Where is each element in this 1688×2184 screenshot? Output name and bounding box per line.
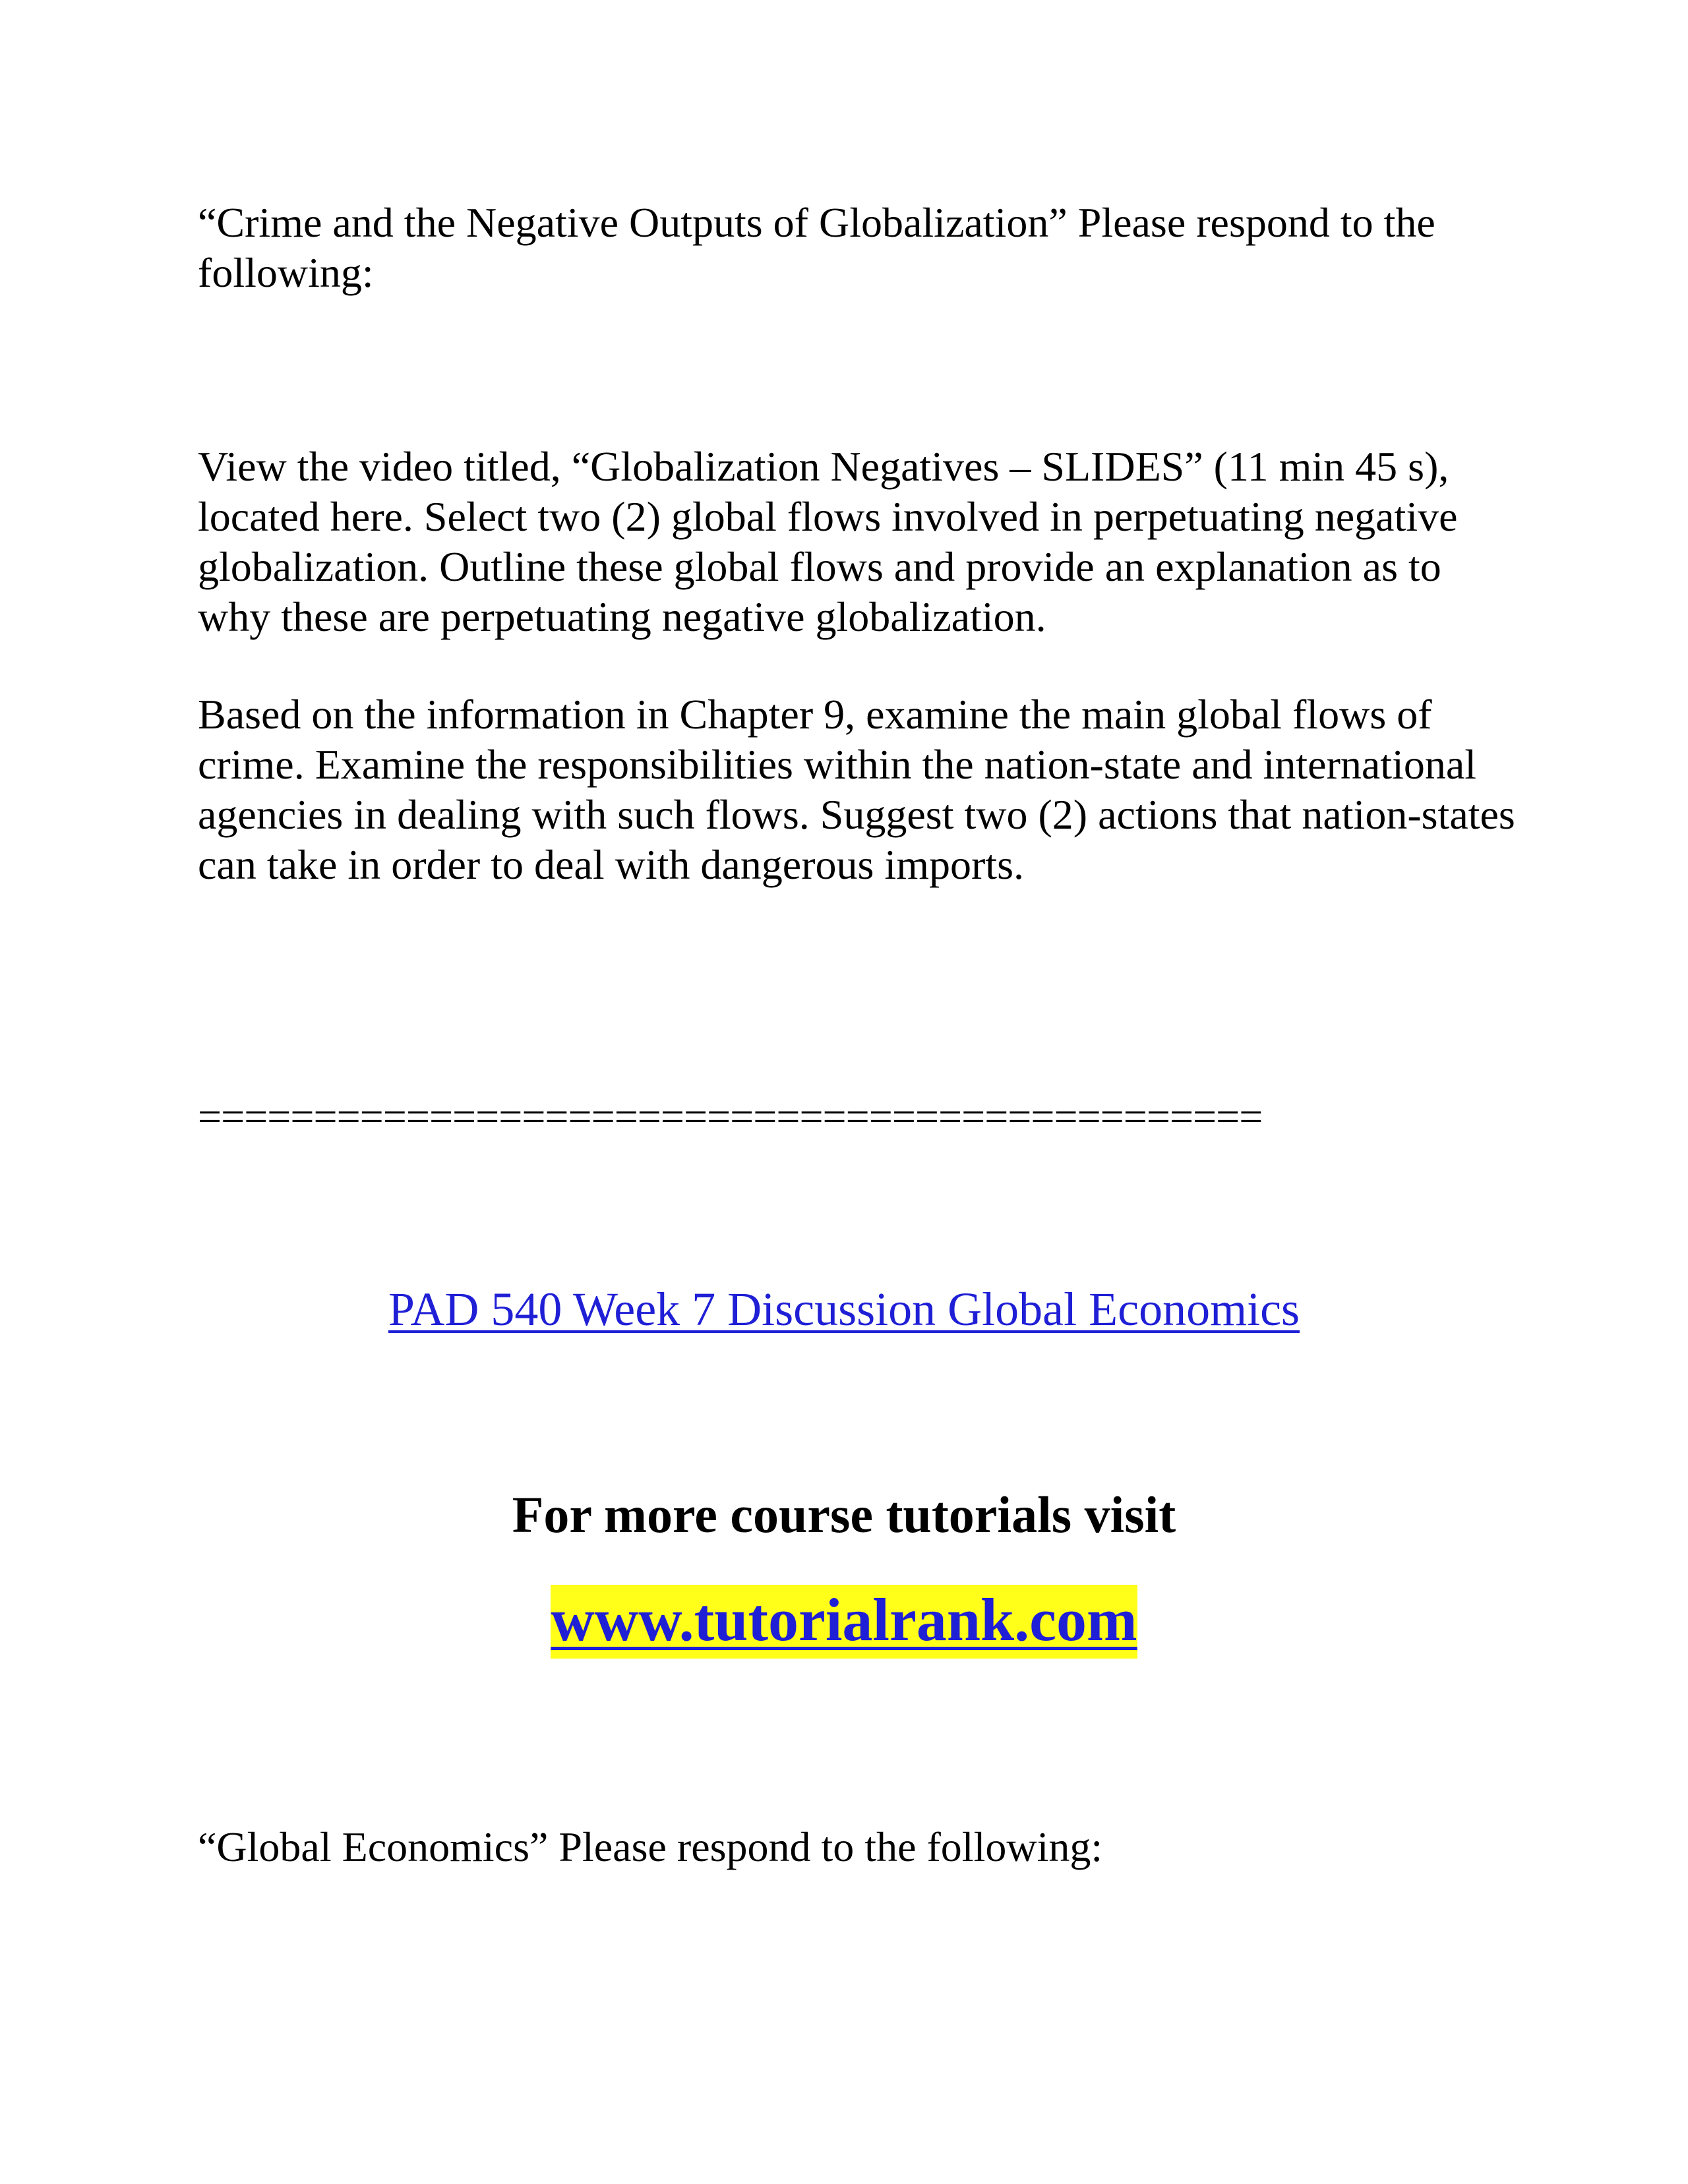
question-intro-crime: “Crime and the Negative Outputs of Globalization” Please respond to the following:: [198, 199, 1435, 296]
website-line: [0, 1585, 1688, 1654]
question-intro-economics: “Global Economics” Please respond to the following:: [198, 1823, 1103, 1870]
question-chapter-paragraph: Based on the information in Chapter 9, examine the main global flows of crime. Examine the responsibilities within the nation-state and international agencies in dealing with such flows. Suggest two (2) actions that nation-states can take in order to deal with dangerous imports.: [198, 691, 1515, 888]
discussion-title-link[interactable]: PAD 540 Week 7 Discussion Global Economics: [388, 1283, 1300, 1336]
section-divider: ==============================================: [198, 1093, 1263, 1140]
promo-text: For more course tutorials visit: [512, 1486, 1176, 1543]
website-link[interactable]: www.tutorialrank.com: [551, 1585, 1137, 1659]
discussion-title: [0, 1280, 1688, 1339]
question-video-paragraph: View the video titled, “Globalization Negatives – SLIDES” (11 min 45 s), located here. Select two (2) global flows involved in perpetuating negative globalization. Outline these global flows and provide an explanation as to why these are perpetuating negative globalization.: [198, 443, 1458, 640]
